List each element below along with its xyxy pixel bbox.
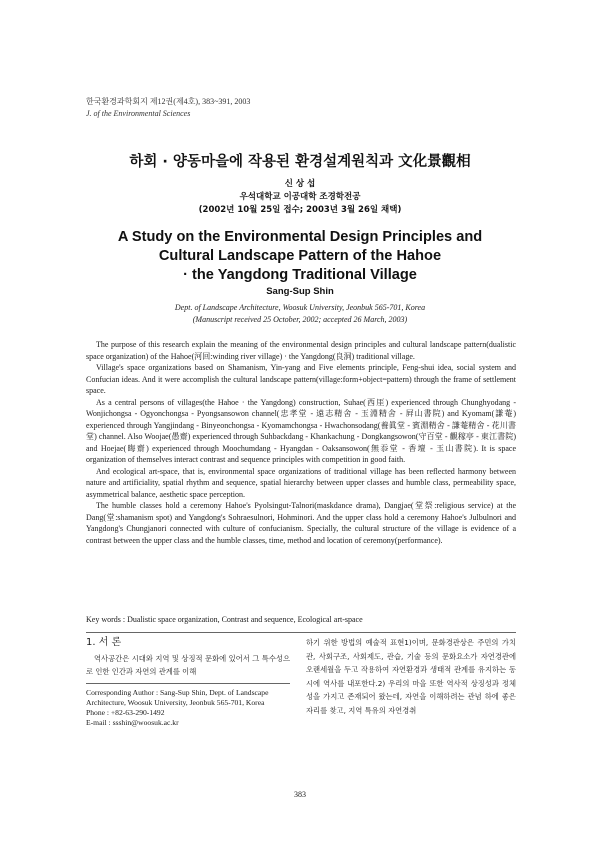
introduction-heading: 1. 서 론 [86,637,122,648]
keywords: Key words : Dualistic space organization, Contrast and sequence, Ecological art-space [86,615,363,624]
english-title-line: A Study on the Environmental Design Principles and [117,229,483,245]
korean-dates: (2002년 10월 25일 접수; 2003년 3월 26일 채택) [198,205,402,215]
journal-name-english: J. of the Environmental Sciences [86,109,191,118]
abstract [86,339,516,546]
abstract-paragraph: And ecological art-space, that is, environmental space organizations of traditional village has been reflected harmony between nature and artificiality, spatial rhythm and sequence, spatial hierarchy between upper classes and humble class, permeability space, asymmetrical balance, aesthetic space perception. [86,466,516,499]
footnote-divider [86,683,290,684]
footnote-author: Corresponding Author : Sang-Sup Shin, Dept. of Landscape Architecture, Woosuk University, Jeonbuk 565-701, Korea [86,688,269,707]
manuscript-dates: (Manuscript received 25 October, 2002; accepted 26 March, 2003) [192,314,408,324]
english-author: Sang-Sup Shin [266,286,334,297]
abstract-paragraph: The purpose of this research explain the meaning of the environmental design principles and cultural landscape pattern(dualistic space organization) of the Hahoe(河回:winding river village) · the Yangdong(良洞) traditional village. [86,340,516,361]
abstract-paragraph: Village's space organizations based on Shamanism, Yin-yang and Five elements principle, Feng-shui idea, social system and Confucian ideas. And it were accomplish the cultural landscape pattern(village:form+object=pattern) through the frame of settlement space. [86,363,516,395]
footnote-email: E-mail : ssshin@woosuk.ac.kr [86,718,179,727]
korean-author-block [0,178,600,217]
english-affiliation: Dept. of Landscape Architecture, Woosuk University, Jeonbuk 565-701, Korea [174,303,426,312]
page-number: 383 [294,790,306,799]
journal-citation-korean: 한국환경과학회지 제12권(제4호), 383~391, 2003 [86,97,251,106]
korean-author: 신 상 섭 [284,179,316,189]
abstract-paragraph: As a central persons of villages(the Hahoe · the Yangdong) construction, Suhae(西厓) experienced through Chunghyodang - Wonjichongsa - Ogyonchongsa - Pyongsansowon channel(忠孝堂 - 遠志精舍 - 玉淵精舍 - 屛山書院) and Kyomam(謙菴) experienced through Yangjindang - Binyeonchongsa - Kyomamchongsa - Hwachonsodang(養眞堂 - 賓淵精舍 - 謙菴精舍 - 花川書堂) channel. Also Woojae(愚齋) experienced through Suhbackdang - Khankachung - Dongkangsowon(守百堂 - 觀稼亭 - 東江書院) and Hoejae(晦齋) experienced through Moochumdang - Hyangdan - Oaksansowon(無忝堂 - 香壇 - 玉山書院). It is space organization of themselves interact contrast and sequence principles with competition in good faith. [86,397,516,464]
introduction-left-text: 역사공간은 시대와 지역 및 상징적 문화에 있어서 그 특수성으로 인한 인간과 자연의 관계를 이해 [86,654,290,676]
english-title [60,228,540,285]
introduction-right-text: 하기 위한 방법의 예술적 표현1)이며, 문화경관상은 주민의 가치관, 사회구조, 사회제도, 관습, 기술 등의 문화요소가 자연경관에 오랜세월을 두고 작용하여 자연환경과 생태적 관계를 유지하는 동시에 역사를 내포한다.2) 우리의 마을 또한 역사적 상징성과 정체성을 가지고 존재되어 왔는데, 자연을 이해하려는 관념 하에 좋은 자리를 찾고, 지역 특유의 자연경취 [306,638,516,715]
abstract-paragraph: The humble classes hold a ceremony Hahoe's Pyolsingut-Talnori(maskdance drama), Dangjae(堂祭:religious service) at the Dang(堂:shamanism spot) and Yangdong's Sohraesulnori, Hohminori. And the upper class hold a ceremony Hahoe's Julbulnori and Yangdong's Chungjanori connected with culture of confucianism. Specially, the cultural structure of the village is evidence of a contrast between the upper class and the humble classes, time, method and location of ceremony(performance). [86,501,516,545]
korean-affiliation: 우석대학교 이공대학 조경학전공 [239,192,361,202]
footnote-phone: Phone : +82-63-290-1492 [86,708,165,717]
section-divider [86,632,516,633]
korean-title: 하회 · 양동마을에 작용된 환경설계원칙과 文化景觀相 [129,154,471,170]
english-title-line: · the Yangdong Traditional Village [183,267,417,283]
corresponding-author-footnote [86,688,290,728]
english-affiliation-block [0,302,600,325]
journal-header [86,96,250,120]
english-title-line: Cultural Landscape Pattern of the Hahoe [158,248,442,264]
